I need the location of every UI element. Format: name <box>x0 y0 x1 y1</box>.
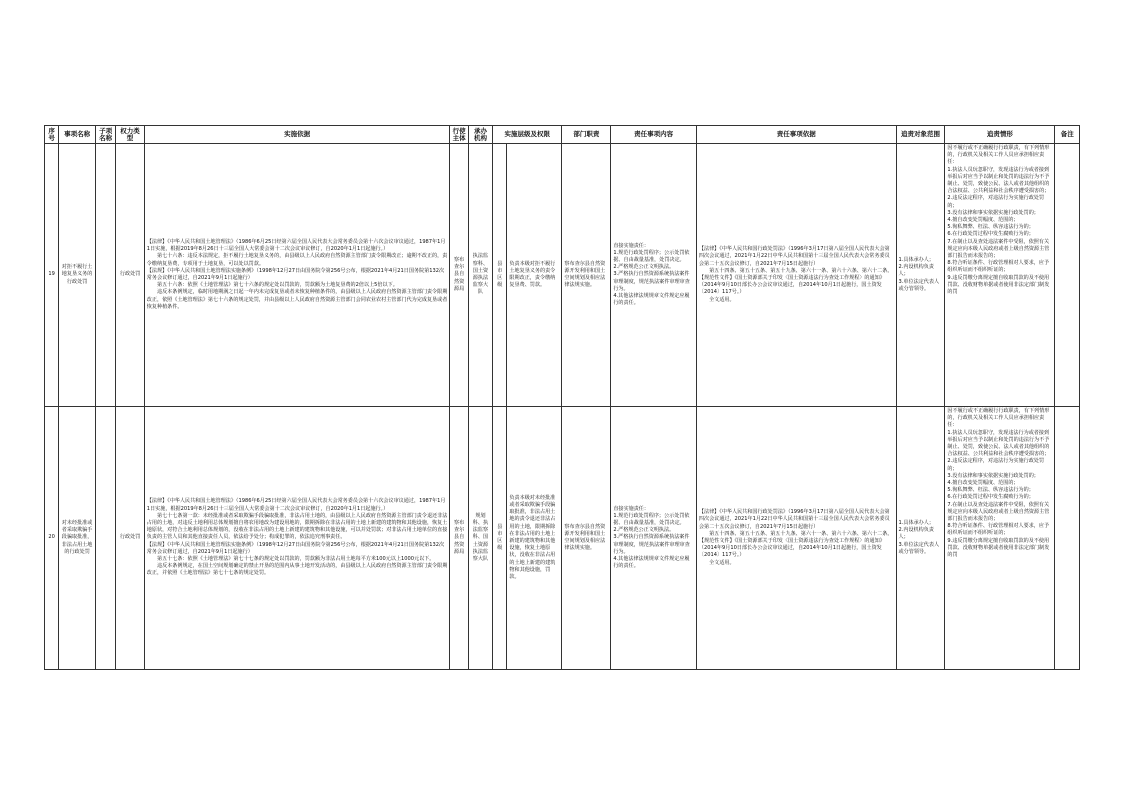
header-type: 权力类型 <box>116 126 145 144</box>
row-level: 县市区级 <box>493 144 507 407</box>
row-scope: 1.具体承办人； 2.内设机构负责人； 3.单位法定代表人或分管领导。 <box>896 407 945 670</box>
row-sub <box>95 407 115 670</box>
header-dept: 承办机构 <box>468 126 492 144</box>
row-remark <box>1055 407 1080 670</box>
header-subject: 行使主体 <box>450 126 468 144</box>
header-remark: 备注 <box>1055 126 1080 144</box>
row-subject: 察布查尔县自然资源局 <box>450 144 468 407</box>
header-name: 事项名称 <box>59 126 96 144</box>
row-level: 县市区级 <box>493 407 507 670</box>
row-resp-basis: 【法律】《中华人民共和国行政处罚法》（1996年3月17日第八届全国人民代表大会第四次会议通过，2021年1月22日中华人民共和国第十三届全国人民代表大会常务委员会第二十五次会议修订，自2021年7月15日起施行） 第五十四条、第五十五条、第五十九条、第六十一条、第六十六条、第六十二条。 【规范性文件】《国土资源部关于印发〈国土资源违法行为查处工作规程〉的通知》（2014年9月10日部长办公会议审议通过，自2014年10月1日起施行，国土资发〔2014〕117号。） 全文适用。 <box>696 144 896 407</box>
header-sub: 子项名称 <box>95 126 115 144</box>
row-basis: 【法律】《中华人民共和国土地管理法》（1986年6月25日经第六届全国人民代表大会常务委员会第十六次会议审议通过，1987年1月1日实施，根据2019年8月26日十三届全国人大常委会第十二次会议审议修订，自2020年1月1日起施行。） 第七十六条：违反本法规定，拒不履行土地复垦义务的，由县级以上人民政府自然资源主管部门责令限期改正；逾期不改正的，责令缴纳复垦费，专项用于土地复垦，可以处以罚款。 【法规】《中华人民共和国土地管理法实施条例》（1998年12月27日由国务院令第256号公布，根据2021年4月21日国务院第132次常务会议修订通过，自2021年9月1日起施行） 第五十六条：依照《土地管理法》第七十六条的规定处以罚款的，罚款额为土地复垦费的2倍以上5倍以下。 违反本条例规定，临时用地期满之日起一年内未完成复垦或者未恢复种植条件的，由县级以上人民政府自然资源主管部门责令限期改正，依照《土地管理法》第七十六条的规定处罚，并由县级以上人民政府自然资源主管部门会同农业农村主管部门代为完成复垦或者恢复种植条件。 <box>144 144 450 407</box>
table-row <box>45 144 1080 407</box>
row-sub <box>95 144 115 407</box>
row-situation: 因不履行或不正确履行行政职责，有下列情形的，行政机关及相关工作人员应承担相应责任： 1.执法人员玩忽职守，发现违法行为或者接到举报后对应当予以制止和处罚的违法行为不予制止、处罚，致使公民、法人或者其他组织的合法权益、公共利益和社会秩序遭受损害的； 2.违反法定程序，对违法行为实施行政处罚的； 3.没有法律和事实依据实施行政处罚的； 4.擅自改变处罚幅度、范围的； 5.徇私舞弊、枉法、纵容违法行为的； 6.在行政处罚过程中发生腐败行为的； 7.在制止以及查处违法案件中受阻，依照有关规定应向本级人民政府或者上级自然资源主管部门报告而未报告的； 8.符合听证条件、行政管理相对人要求，应予组织听证而不组织听证的； 9.违反罚缴分离规定擅自收取罚款的及不使用罚款、没收财物单据或者使用非法定部门制发的罚 <box>945 407 1055 670</box>
row-name: 对未经批准或者采取欺骗手段骗取批准，非法占用土地的行政处罚 <box>59 407 96 670</box>
header-basis: 实施依据 <box>144 126 450 144</box>
header-level: 实施层级及权限 <box>493 126 562 144</box>
row-duty: 察布查尔县自然资源开发利用和国土空间规划及相应法律法规实施。 <box>562 407 611 670</box>
table-row <box>45 407 1080 670</box>
header-no: 序号 <box>45 126 59 144</box>
row-scope: 1.具体承办人； 2.内设机构负责人； 3.单位法定代表人或分管领导。 <box>896 144 945 407</box>
row-remark <box>1055 144 1080 407</box>
row-type: 行政处罚 <box>116 407 145 670</box>
header-row <box>45 126 1080 144</box>
header-resp-basis: 责任事项依据 <box>696 126 896 144</box>
row-no: 20 <box>45 407 59 670</box>
header-duty: 部门职责 <box>562 126 611 144</box>
row-subject: 察布查尔县自然资源局 <box>450 407 468 670</box>
row-situation: 因不履行或不正确履行行政职责，有下列情形的，行政机关及相关工作人员应承担相应责任： 1.执法人员玩忽职守，发现违法行为或者接到举报后对应当予以制止和处罚的违法行为不予制止、处罚，致使公民、法人或者其他组织的合法权益、公共利益和社会秩序遭受损害的； 2.违反法定程序，对违法行为实施行政处罚的； 3.没有法律和事实依据实施行政处罚的； 4.擅自改变处罚幅度、范围的； 5.徇私舞弊、枉法、纵容违法行为的； 6.在行政处罚过程中发生腐败行为的； 7.在制止以及查处违法案件中受阻，依照有关规定应向本级人民政府或者上级自然资源主管部门报告而未报告的； 8.符合听证条件、行政管理相对人要求，应予组织听证而不组织听证的； 9.违反罚缴分离规定擅自收取罚款的及不使用罚款、没收财物单据或者使用非法定部门制发的罚 <box>945 144 1055 407</box>
row-basis: 【法律】《中华人民共和国土地管理法》（1986年6月25日经第六届全国人民代表大会常务委员会第十六次会议审议通过，1987年1月1日实施，根据2019年8月26日十三届全国人大常委会第十二次会议审议修订，自2020年1月1日起施行。） 第七十七条第一款：未经批准或者采取欺骗手段骗取批准，非法占用土地的，由县级以上人民政府自然资源主管部门责令退还非法占用的土地，对违反土地利用总体规划擅自将农用地改为建设用地的，限期拆除在非法占用的土地上新建的建筑物和其他设施，恢复土地原状，对符合土地利用总体规划的，没收在非法占用的土地上新建的建筑物和其他设施，可以并处罚款；对非法占用土地单位的直接负责的主管人员和其他直接责任人员，依法给予处分；构成犯罪的，依法追究刑事责任。 【法规】《中华人民共和国土地管理法实施条例》（1998年12月27日由国务院令第256号公布，根据2021年4月21日国务院第132次常务会议修订通过，自2021年9月1日起施行） 第五十七条：依照《土地管理法》第七十七条的规定处以罚款的，罚款额为非法占用土地每平方米100元以上1000元以下。 违反本条例规定，在国土空间规划确定的禁止开垦的范围内从事土地开发活动的，由县级以上人民政府自然资源主管部门责令限期改正，并依照《土地管理法》第七十七条的规定处罚。 <box>144 407 450 670</box>
row-level-text: 负责本级对拒不履行土地复垦义务的责令限期改正，责令缴纳复垦费、罚款。 <box>507 144 562 407</box>
row-dept: 规划科、执法监察科、国土资源执法监察大队 <box>468 407 492 670</box>
row-duty: 察布查尔县自然资源开发利用和国土空间规划及相应法律法规实施。 <box>562 144 611 407</box>
row-no: 19 <box>45 144 59 407</box>
row-dept: 执法监察科、国土资源执法监察大队 <box>468 144 492 407</box>
row-resp: 直接实施责任： 1.规范行政处罚程序；公示处罚依据、自由裁量基准，处罚决定。 2.严格规范公正文明执法。 3.严格执行自然资源系统执法案件审理制度，规范执法案件审理审查行为。 4.其他法律法规规章文件规定应履行的责任。 <box>611 407 697 670</box>
row-type: 行政处罚 <box>116 144 145 407</box>
row-resp-basis: 【法律】《中华人民共和国行政处罚法》（1996年3月17日第八届全国人民代表大会第四次会议通过，2021年1月22日中华人民共和国第十三届全国人民代表大会常务委员会第二十五次会议修订，自2021年7月15日起施行） 第五十四条、第五十五条、第五十九条、第六十一条、第六十六条、第六十二条。 【规范性文件】《国土资源部关于印发〈国土资源违法行为查处工作规程〉的通知》（2014年9月10日部长办公会议审议通过，自2014年10月1日起施行，国土资发〔2014〕117号。） 全文适用。 <box>696 407 896 670</box>
header-scope: 追责对象范围 <box>896 126 945 144</box>
row-level-text: 负责本级对未经批准或者采取欺骗手段骗取批准，非法占用土地的责令退还非法占用的土地，限期拆除在非法占用的土地上新建的建筑物和其他设施，恢复土地原状，没收在非法占用的土地上新建的建筑物和其他设施，罚款。 <box>507 407 562 670</box>
header-resp: 责任事项内容 <box>611 126 697 144</box>
row-name: 对拒不履行土地复垦义务的行政处罚 <box>59 144 96 407</box>
header-situation: 追责情形 <box>945 126 1055 144</box>
power-list-table <box>44 125 1080 670</box>
row-resp: 直接实施责任： 1.规范行政处罚程序；公示处罚依据、自由裁量基准，处罚决定。 2.严格规范公正文明执法。 3.严格执行自然资源系统执法案件审理制度，规范执法案件审理审查行为。 4.其他法律法规规章文件规定应履行的责任。 <box>611 144 697 407</box>
